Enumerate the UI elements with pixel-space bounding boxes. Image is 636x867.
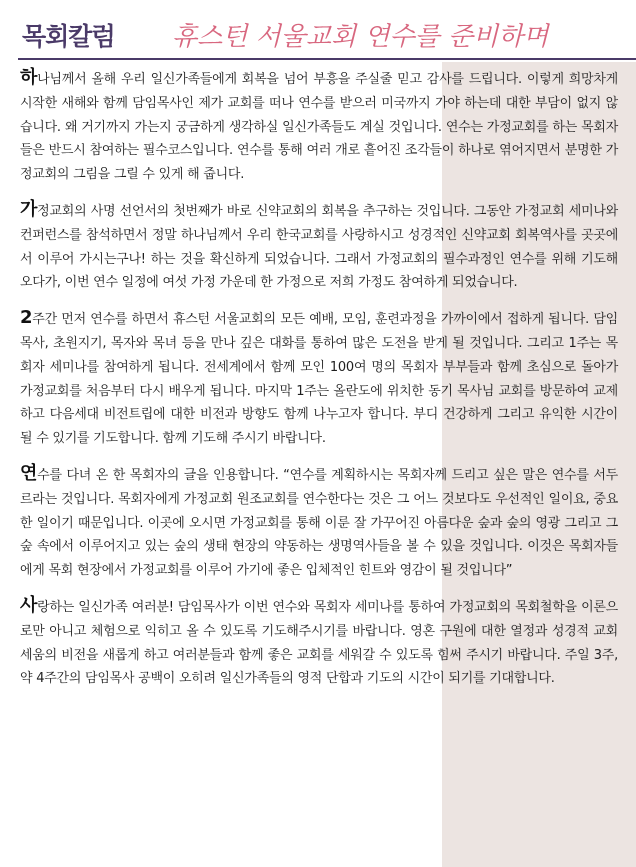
paragraph-5	[20, 594, 618, 691]
paragraph-4	[20, 462, 618, 583]
dropcap: 사	[20, 594, 38, 616]
paragraph-2	[20, 198, 618, 295]
paragraph-3	[20, 306, 618, 451]
dropcap: 연	[20, 462, 38, 484]
dropcap: 하	[20, 67, 38, 88]
dropcap: 가	[20, 198, 38, 220]
article-body	[20, 66, 618, 702]
paragraph-1	[20, 66, 618, 187]
paragraph-text: 랑하는 일신가족 여러분! 담임목사가 이번 연수와 목회자 세미나를 통하여 가정교회의 목회철학을 이론으로만 아니고 체험으로 익히고 올 수 있도록 기도해주시기를 바랍니다. 영혼 구원에 대한 열정과 성경적 교회 세움의 비전을 새롭게 하고 여러분들과 함께 좋은 교회를 세워갈 수 있도록 힘써 주시기 바랍니다. 주일 3주, 약 4주간의 담임목사 공백이 오히려 일신가족들의 영적 단합과 기도의 시간이 되기를 기대합니다.	[20, 599, 618, 687]
dropcap: 2	[20, 307, 33, 329]
column-title: 휴스턴 서울교회 연수를 준비하며	[172, 22, 549, 52]
paragraph-text: 주간 먼저 연수를 하면서 휴스턴 서울교회의 모든 예배, 모임, 훈련과정을 가까이에서 접하게 됩니다. 담임목사, 초원지기, 목자와 목녀 등을 만나 깊은 대화를 통하여 많은 도전을 받게 될 것입니다. 그리고 1주는 목회자 세미나를 참여하게 됩니다. 전세계에서 함께 모인 100여 명의 목회자 부부들과 함께 초심으로 돌아가 가정교회를 처음부터 다시 배우게 됩니다. 마지막 1주는 올란도에 위치한 동기 목사님 교회를 방문하여 교제하고 다음세대 비전트립에 대한 비전과 방향도 함께 나누고자 합니다. 부디 건강하게 그리고 유익한 시간이 될 수 있기를 기도합니다. 함께 기도해 주시기 바랍니다.	[20, 312, 618, 447]
paragraph-text: 정교회의 사명 선언서의 첫번째가 바로 신약교회의 회복을 추구하는 것입니다. 그동안 가정교회 세미나와 컨퍼런스를 참석하면서 정말 하나님께서 우리 한국교회를 사랑하시고 성경적인 신약교회 회복역사를 곳곳에서 이루어 가시는구나! 하는 것을 확신하게 되었습니다. 그래서 가정교회의 필수과정인 연수를 위해 기도해 오다가, 이번 연수 일정에 여섯 가정 가운데 한 가정으로 저희 가정도 참여하게 되었습니다.	[20, 203, 618, 291]
paragraph-text: 수를 다녀 온 한 목회자의 글을 인용합니다. “연수를 계획하시는 목회자께 드리고 싶은 말은 연수를 서두르라는 것입니다. 목회자에게 가정교회 원조교회를 연수한다는 것은 그 어느 것보다도 우선적인 일이요, 중요한 일이기 때문입니다. 이곳에 오시면 가정교회를 통해 이룬 잘 가꾸어진 아름다운 숲과 숲의 영광 그리고 그 숲 속에서 이루어지고 있는 숲의 생태 현장의 약동하는 생명역사들을 볼 수 있을 것입니다. 이것은 목회자들에게 목회 현장에서 가정교회를 이루어 가기에 좋은 입체적인 힌트와 영감이 될 것입니다”	[20, 467, 618, 579]
column-label: 목회칼럼	[22, 22, 115, 51]
column-header	[0, 0, 636, 62]
paragraph-text: 나님께서 올해 우리 일신가족들에게 회복을 넘어 부흥을 주실줄 믿고 감사를 드립니다. 이렇게 희망차게 시작한 새해와 함께 담임목사인 제가 교회를 떠나 연수를 받으러 미국까지 가야 하는데 대한 부담이 없지 않습니다. 왜 거기까지 가는지 궁금하게 생각하실 일신가족들도 계실 것입니다. 연수는 가정교회를 하는 목회자들은 반드시 참여하는 필수코스입니다. 연수를 통해 여러 개로 흩어진 조각들이 하나로 엮어지면서 분명한 가정교회의 그림을 그릴 수 있게 해 줍니다.	[20, 72, 618, 183]
header-divider	[18, 58, 636, 60]
